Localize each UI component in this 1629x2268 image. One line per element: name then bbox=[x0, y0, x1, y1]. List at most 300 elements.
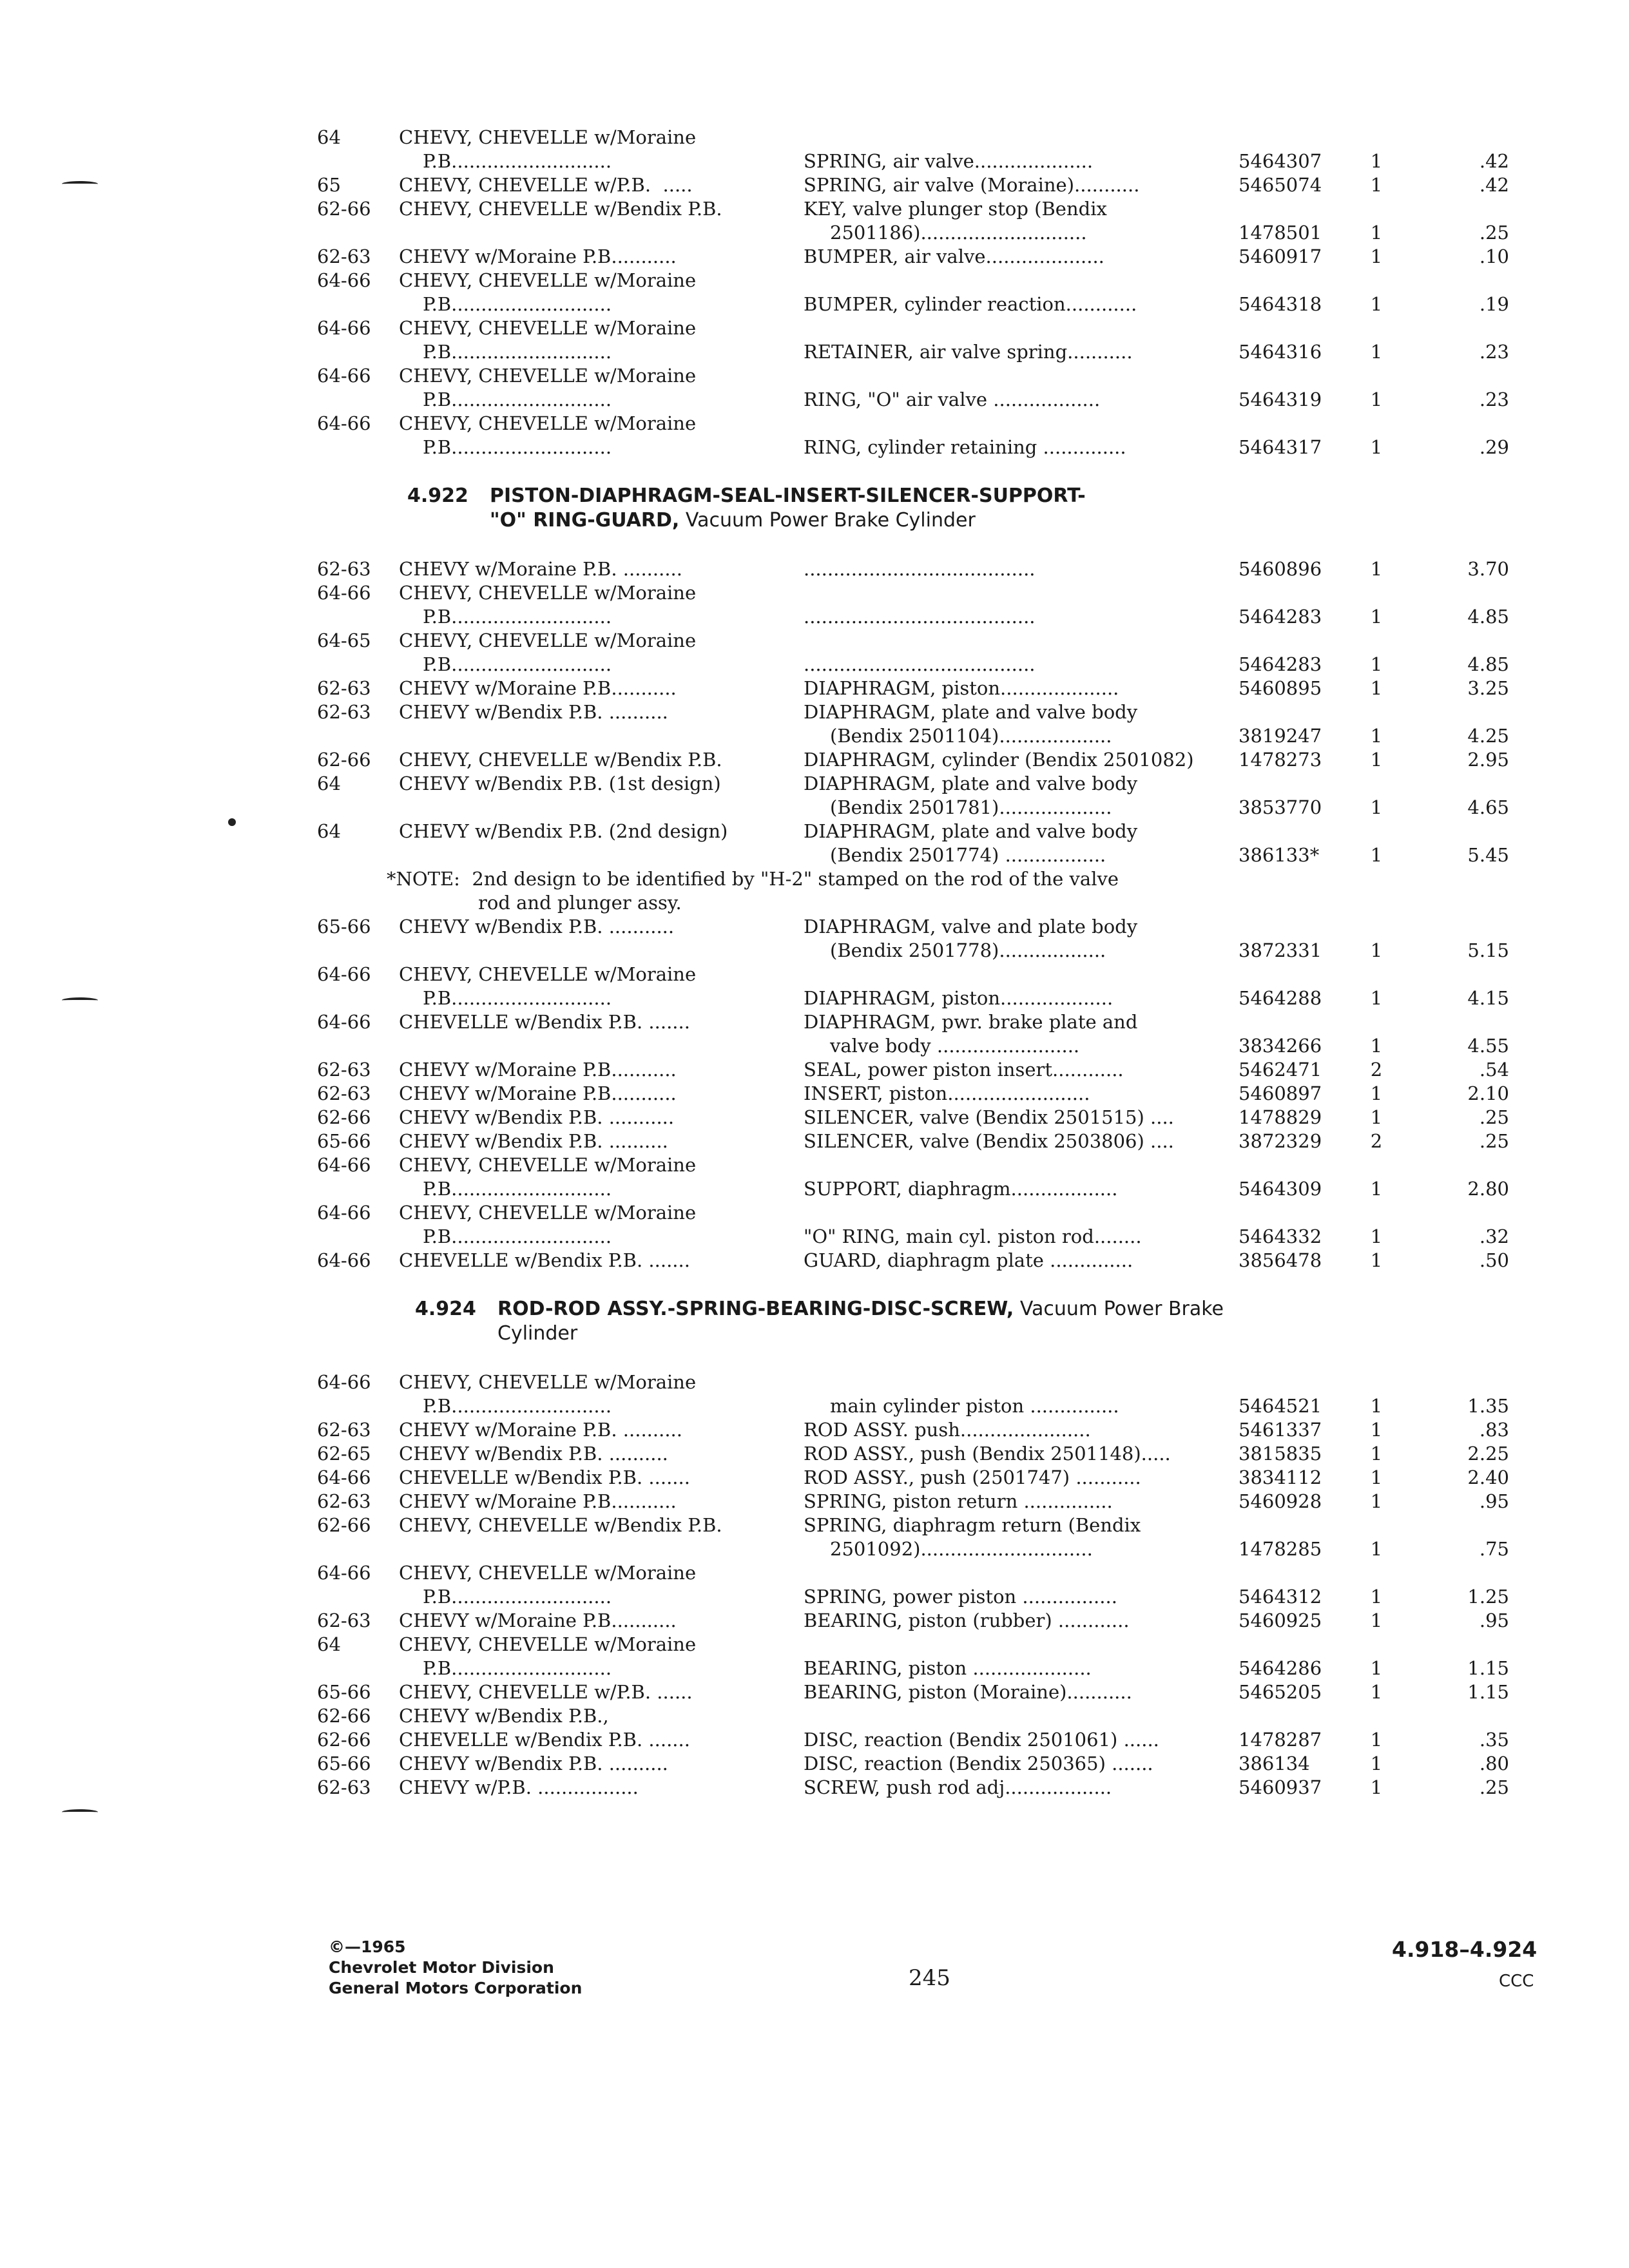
description-cell: KEY, valve plunger stop (Bendix bbox=[804, 198, 1107, 220]
section-number: 4.922 bbox=[407, 485, 468, 507]
table-row bbox=[317, 1633, 1548, 1657]
model-cell: CHEVY w/Bendix P.B. ........... bbox=[399, 916, 675, 937]
quantity-cell: 1 bbox=[1370, 677, 1383, 699]
table-row bbox=[317, 1680, 1548, 1704]
part-number-cell: 5461337 bbox=[1239, 1419, 1322, 1441]
quantity-cell: 1 bbox=[1370, 1776, 1383, 1798]
model-cell: CHEVY w/Moraine P.B........... bbox=[399, 1059, 677, 1081]
table-row bbox=[317, 677, 1548, 700]
model-cell: P.B........................... bbox=[423, 1586, 612, 1608]
model-cell: P.B........................... bbox=[423, 150, 612, 172]
model-cell: CHEVY w/Bendix P.B., bbox=[399, 1705, 609, 1727]
section-4-924-rows bbox=[317, 1370, 1548, 1800]
year-cell: 62-66 bbox=[317, 1514, 371, 1536]
table-row bbox=[317, 1177, 1548, 1201]
footer-publisher bbox=[329, 1937, 582, 1999]
table-row bbox=[317, 820, 1548, 843]
part-number-cell: 1478501 bbox=[1239, 222, 1322, 244]
year-cell: 64-66 bbox=[317, 1154, 371, 1176]
part-number-cell: 3815835 bbox=[1239, 1443, 1322, 1465]
year-cell: 64-66 bbox=[317, 1562, 371, 1584]
table-row bbox=[317, 197, 1548, 221]
quantity-cell: 1 bbox=[1370, 293, 1383, 315]
table-row bbox=[317, 1249, 1548, 1273]
quantity-cell: 1 bbox=[1370, 1419, 1383, 1441]
table-row bbox=[317, 1657, 1548, 1680]
margin-mark bbox=[62, 997, 98, 1003]
part-number-cell: 5462471 bbox=[1239, 1059, 1322, 1081]
price-cell: .23 bbox=[1479, 389, 1509, 410]
margin-mark bbox=[62, 1809, 98, 1815]
part-number-cell: 5460897 bbox=[1239, 1082, 1322, 1104]
model-cell: CHEVY, CHEVELLE w/Moraine bbox=[399, 963, 697, 985]
description-cell: ROD ASSY. push...................... bbox=[804, 1419, 1091, 1441]
description-cell: DIAPHRAGM, plate and valve body bbox=[804, 820, 1138, 842]
year-cell: 62-63 bbox=[317, 701, 371, 723]
part-number-cell: 5464288 bbox=[1239, 987, 1322, 1009]
table-row bbox=[317, 1609, 1548, 1633]
price-cell: .95 bbox=[1479, 1610, 1509, 1631]
model-cell: CHEVY, CHEVELLE w/Moraine bbox=[399, 317, 697, 339]
description-cell: "O" RING, main cyl. piston rod........ bbox=[804, 1225, 1142, 1247]
model-cell: CHEVY w/Moraine P.B........... bbox=[399, 1082, 677, 1104]
table-row bbox=[317, 1201, 1548, 1225]
part-number-cell: 5464312 bbox=[1239, 1586, 1322, 1608]
model-cell: CHEVY, CHEVELLE w/Bendix P.B. bbox=[399, 198, 722, 220]
quantity-cell: 1 bbox=[1370, 987, 1383, 1009]
description-cell: SPRING, piston return ............... bbox=[804, 1490, 1113, 1512]
part-number-cell: 3834266 bbox=[1239, 1035, 1322, 1057]
section-heading-4-922 bbox=[317, 484, 1548, 533]
price-cell: 3.25 bbox=[1467, 677, 1509, 699]
model-cell: P.B........................... bbox=[423, 606, 612, 628]
price-cell: .54 bbox=[1479, 1059, 1509, 1081]
table-row bbox=[317, 1058, 1548, 1082]
table-row bbox=[317, 605, 1548, 629]
description-cell: DIAPHRAGM, piston.................... bbox=[804, 677, 1119, 699]
year-cell: 62-63 bbox=[317, 1776, 371, 1798]
model-cell: CHEVY w/Bendix P.B. .......... bbox=[399, 701, 668, 723]
year-cell: 64-66 bbox=[317, 1011, 371, 1033]
year-cell: 64 bbox=[317, 820, 341, 842]
table-row bbox=[317, 1561, 1548, 1585]
section-heading-4-924 bbox=[317, 1297, 1548, 1346]
quantity-cell: 1 bbox=[1370, 1681, 1383, 1703]
price-cell: 4.15 bbox=[1467, 987, 1509, 1009]
table-row bbox=[317, 1776, 1548, 1800]
part-number-cell: 5464286 bbox=[1239, 1657, 1322, 1679]
section-4-918-continued bbox=[317, 126, 1548, 459]
table-row bbox=[317, 149, 1548, 173]
price-cell: .10 bbox=[1479, 245, 1509, 267]
year-cell: 64-66 bbox=[317, 1202, 371, 1224]
quantity-cell: 1 bbox=[1370, 1082, 1383, 1104]
price-cell: .32 bbox=[1479, 1225, 1509, 1247]
model-cell: CHEVY w/Bendix P.B. .......... bbox=[399, 1443, 668, 1465]
table-row bbox=[317, 1752, 1548, 1776]
section-number: 4.924 bbox=[415, 1298, 476, 1320]
quantity-cell: 1 bbox=[1370, 1225, 1383, 1247]
table-row bbox=[317, 915, 1548, 939]
price-cell: .25 bbox=[1479, 1106, 1509, 1128]
part-number-cell: 5460895 bbox=[1239, 677, 1322, 699]
quantity-cell: 1 bbox=[1370, 150, 1383, 172]
margin-mark bbox=[62, 181, 98, 187]
part-number-cell: 5464319 bbox=[1239, 389, 1322, 410]
year-cell: 64-66 bbox=[317, 582, 371, 604]
part-number-cell: 3872331 bbox=[1239, 939, 1322, 961]
part-number-cell: 5464283 bbox=[1239, 606, 1322, 628]
section-4-922-rows-continued bbox=[317, 915, 1548, 1273]
part-number-cell: 3872329 bbox=[1239, 1130, 1322, 1152]
description-cell: (Bendix 2501774) ................. bbox=[830, 844, 1106, 866]
price-cell: .23 bbox=[1479, 341, 1509, 363]
description-cell: BEARING, piston .................... bbox=[804, 1657, 1092, 1679]
table-row bbox=[317, 1466, 1548, 1490]
year-cell: 64-66 bbox=[317, 1249, 371, 1271]
model-cell: CHEVY, CHEVELLE w/Moraine bbox=[399, 412, 697, 434]
note-line-1: *NOTE: 2nd design to be identified by "H-2" stamped on the rod of the valve bbox=[387, 868, 1119, 890]
description-cell: RETAINER, air valve spring........... bbox=[804, 341, 1133, 363]
table-row bbox=[317, 1106, 1548, 1129]
model-cell: CHEVY, CHEVELLE w/Moraine bbox=[399, 1154, 697, 1176]
model-cell: P.B........................... bbox=[423, 987, 612, 1009]
quantity-cell: 1 bbox=[1370, 606, 1383, 628]
description-cell: SPRING, diaphragm return (Bendix bbox=[804, 1514, 1141, 1536]
part-number-cell: 1478273 bbox=[1239, 749, 1322, 771]
price-cell: .29 bbox=[1479, 436, 1509, 458]
table-row bbox=[317, 316, 1548, 340]
model-cell: CHEVY, CHEVELLE w/P.B. ..... bbox=[399, 174, 693, 196]
price-cell: .25 bbox=[1479, 1776, 1509, 1798]
price-cell: .75 bbox=[1479, 1538, 1509, 1560]
quantity-cell: 1 bbox=[1370, 1249, 1383, 1271]
section-title-bold: ROD-ROD ASSY.-SPRING-BEARING-DISC-SCREW, bbox=[497, 1298, 1014, 1320]
table-row bbox=[317, 1585, 1548, 1609]
year-cell: 64-66 bbox=[317, 317, 371, 339]
price-cell: .80 bbox=[1479, 1753, 1509, 1774]
description-cell: DIAPHRAGM, plate and valve body bbox=[804, 773, 1138, 794]
table-row bbox=[317, 436, 1548, 459]
quantity-cell: 1 bbox=[1370, 1753, 1383, 1774]
quantity-cell: 1 bbox=[1370, 844, 1383, 866]
table-row bbox=[317, 1129, 1548, 1153]
description-cell: GUARD, diaphragm plate .............. bbox=[804, 1249, 1133, 1271]
year-cell: 62-66 bbox=[317, 198, 371, 220]
description-cell: main cylinder piston ............... bbox=[830, 1395, 1119, 1417]
model-cell: CHEVY w/Moraine P.B. .......... bbox=[399, 1419, 682, 1441]
description-cell: (Bendix 2501104)................... bbox=[830, 725, 1112, 747]
part-number-cell: 5464316 bbox=[1239, 341, 1322, 363]
model-cell: CHEVY w/Moraine P.B........... bbox=[399, 245, 677, 267]
model-cell: P.B........................... bbox=[423, 293, 612, 315]
price-cell: 4.55 bbox=[1467, 1035, 1509, 1057]
price-cell: 2.95 bbox=[1467, 749, 1509, 771]
table-row bbox=[317, 1537, 1548, 1561]
quantity-cell: 2 bbox=[1370, 1059, 1383, 1081]
table-row bbox=[317, 963, 1548, 986]
model-cell: CHEVY w/Moraine P.B........... bbox=[399, 1490, 677, 1512]
model-cell: CHEVY w/P.B. ................. bbox=[399, 1776, 639, 1798]
quantity-cell: 1 bbox=[1370, 725, 1383, 747]
description-cell: SILENCER, valve (Bendix 2501515) .... bbox=[804, 1106, 1174, 1128]
year-cell: 64-66 bbox=[317, 963, 371, 985]
table-row bbox=[317, 700, 1548, 724]
description-cell: ROD ASSY., push (2501747) ........... bbox=[804, 1466, 1141, 1488]
part-number-cell: 5464318 bbox=[1239, 293, 1322, 315]
year-cell: 62-66 bbox=[317, 1705, 371, 1727]
table-row bbox=[317, 293, 1548, 316]
model-cell: CHEVY w/Moraine P.B........... bbox=[399, 1610, 677, 1631]
description-cell: SILENCER, valve (Bendix 2503806) .... bbox=[804, 1130, 1174, 1152]
part-number-cell: 5464309 bbox=[1239, 1178, 1322, 1200]
model-cell: CHEVY w/Bendix P.B. ........... bbox=[399, 1106, 675, 1128]
table-row bbox=[317, 412, 1548, 436]
model-cell: CHEVY, CHEVELLE w/Moraine bbox=[399, 269, 697, 291]
description-cell: DIAPHRAGM, valve and plate body bbox=[804, 916, 1138, 937]
description-cell: RING, cylinder retaining .............. bbox=[804, 436, 1126, 458]
price-cell: .50 bbox=[1479, 1249, 1509, 1271]
quantity-cell: 1 bbox=[1370, 1657, 1383, 1679]
price-cell: 2.40 bbox=[1467, 1466, 1509, 1488]
model-cell: CHEVY, CHEVELLE w/Moraine bbox=[399, 1202, 697, 1224]
table-row bbox=[317, 388, 1548, 412]
price-cell: .42 bbox=[1479, 150, 1509, 172]
year-cell: 62-63 bbox=[317, 1610, 371, 1631]
model-cell: CHEVY, CHEVELLE w/Moraine bbox=[399, 582, 697, 604]
table-row bbox=[317, 629, 1548, 653]
part-number-cell: 5460925 bbox=[1239, 1610, 1322, 1631]
year-cell: 62-63 bbox=[317, 1419, 371, 1441]
description-cell: SPRING, air valve.................... bbox=[804, 150, 1094, 172]
table-row bbox=[317, 772, 1548, 796]
part-number-cell: 386134 bbox=[1239, 1753, 1310, 1774]
model-cell: CHEVY w/Bendix P.B. .......... bbox=[399, 1753, 668, 1774]
quantity-cell: 1 bbox=[1370, 389, 1383, 410]
quantity-cell: 1 bbox=[1370, 341, 1383, 363]
model-cell: CHEVY w/Bendix P.B. (2nd design) bbox=[399, 820, 728, 842]
price-cell: 5.15 bbox=[1467, 939, 1509, 961]
price-cell: .35 bbox=[1479, 1729, 1509, 1751]
description-cell: (Bendix 2501781)................... bbox=[830, 796, 1112, 818]
part-number-cell: 5460917 bbox=[1239, 245, 1322, 267]
description-cell: SPRING, power piston ................ bbox=[804, 1586, 1117, 1608]
year-cell: 62-66 bbox=[317, 749, 371, 771]
year-cell: 62-65 bbox=[317, 1443, 371, 1465]
quantity-cell: 1 bbox=[1370, 174, 1383, 196]
model-cell: CHEVY, CHEVELLE w/Moraine bbox=[399, 126, 697, 148]
model-cell: CHEVY, CHEVELLE w/Moraine bbox=[399, 1633, 697, 1655]
table-row bbox=[317, 173, 1548, 197]
part-number-cell: 3819247 bbox=[1239, 725, 1322, 747]
table-row bbox=[317, 221, 1548, 245]
part-number-cell: 5460937 bbox=[1239, 1776, 1322, 1798]
year-cell: 65-66 bbox=[317, 916, 371, 937]
table-row bbox=[317, 986, 1548, 1010]
description-cell: SCREW, push rod adj.................. bbox=[804, 1776, 1112, 1798]
year-cell: 65-66 bbox=[317, 1681, 371, 1703]
quantity-cell: 1 bbox=[1370, 558, 1383, 580]
year-cell: 64-66 bbox=[317, 412, 371, 434]
part-number-cell: 5464317 bbox=[1239, 436, 1322, 458]
quantity-cell: 1 bbox=[1370, 1106, 1383, 1128]
table-row bbox=[317, 1704, 1548, 1728]
year-cell: 64-65 bbox=[317, 629, 371, 651]
description-cell: 2501092)............................. bbox=[830, 1538, 1093, 1560]
description-cell: DIAPHRAGM, plate and valve body bbox=[804, 701, 1138, 723]
table-row bbox=[317, 1514, 1548, 1537]
price-cell: 4.85 bbox=[1467, 653, 1509, 675]
description-cell: (Bendix 2501778).................. bbox=[830, 939, 1106, 961]
description-cell: DISC, reaction (Bendix 250365) ....... bbox=[804, 1753, 1153, 1774]
year-cell: 62-66 bbox=[317, 1106, 371, 1128]
corporation: General Motors Corporation bbox=[329, 1979, 583, 1997]
model-cell: CHEVELLE w/Bendix P.B. ....... bbox=[399, 1466, 690, 1488]
year-cell: 64-66 bbox=[317, 269, 371, 291]
parts-list bbox=[317, 126, 1548, 1800]
quantity-cell: 1 bbox=[1370, 1035, 1383, 1057]
description-cell: ....................................... bbox=[804, 606, 1036, 628]
copyright: ©—1965 bbox=[329, 1937, 406, 1956]
quantity-cell: 1 bbox=[1370, 1586, 1383, 1608]
part-number-cell: 5465074 bbox=[1239, 174, 1322, 196]
division: Chevrolet Motor Division bbox=[329, 1958, 554, 1977]
quantity-cell: 1 bbox=[1370, 1538, 1383, 1560]
price-cell: 4.65 bbox=[1467, 796, 1509, 818]
price-cell: 1.15 bbox=[1467, 1681, 1509, 1703]
price-cell: .42 bbox=[1479, 174, 1509, 196]
part-number-cell: 1478285 bbox=[1239, 1538, 1322, 1560]
description-cell: DIAPHRAGM, piston................... bbox=[804, 987, 1113, 1009]
quantity-cell: 1 bbox=[1370, 245, 1383, 267]
price-cell: 1.25 bbox=[1467, 1586, 1509, 1608]
catalog-code: CCC bbox=[1499, 1972, 1534, 1991]
quantity-cell: 1 bbox=[1370, 939, 1383, 961]
part-number-cell: 5465205 bbox=[1239, 1681, 1322, 1703]
price-cell: 2.80 bbox=[1467, 1178, 1509, 1200]
quantity-cell: 1 bbox=[1370, 1443, 1383, 1465]
year-cell: 64 bbox=[317, 1633, 341, 1655]
table-row bbox=[317, 557, 1548, 581]
table-row bbox=[317, 748, 1548, 772]
description-cell: INSERT, piston........................ bbox=[804, 1082, 1090, 1104]
table-row bbox=[317, 1418, 1548, 1442]
year-cell: 64-66 bbox=[317, 365, 371, 387]
part-number-cell: 5464307 bbox=[1239, 150, 1322, 172]
part-number-cell: 5464283 bbox=[1239, 653, 1322, 675]
table-row bbox=[317, 1082, 1548, 1106]
page-number: 245 bbox=[909, 1965, 950, 1991]
year-cell: 62-63 bbox=[317, 558, 371, 580]
table-row bbox=[317, 1034, 1548, 1058]
model-cell: P.B........................... bbox=[423, 1657, 612, 1679]
description-cell: BUMPER, air valve.................... bbox=[804, 245, 1104, 267]
table-row bbox=[317, 581, 1548, 605]
description-cell: BUMPER, cylinder reaction............ bbox=[804, 293, 1137, 315]
table-row bbox=[317, 1370, 1548, 1394]
price-cell: 3.70 bbox=[1467, 558, 1509, 580]
price-cell: 4.85 bbox=[1467, 606, 1509, 628]
description-cell: 2501186)............................ bbox=[830, 222, 1087, 244]
year-cell: 64 bbox=[317, 773, 341, 794]
part-number-cell: 386133* bbox=[1239, 844, 1320, 866]
section-title-bold: "O" RING-GUARD, bbox=[490, 509, 680, 532]
table-row bbox=[317, 1728, 1548, 1752]
year-cell: 65 bbox=[317, 174, 341, 196]
table-row bbox=[317, 269, 1548, 293]
quantity-cell: 1 bbox=[1370, 1610, 1383, 1631]
year-cell: 64-66 bbox=[317, 1371, 371, 1393]
note-line-2: rod and plunger assy. bbox=[478, 892, 682, 914]
description-cell: BEARING, piston (Moraine)........... bbox=[804, 1681, 1132, 1703]
quantity-cell: 1 bbox=[1370, 796, 1383, 818]
description-cell: SEAL, power piston insert............ bbox=[804, 1059, 1124, 1081]
year-cell: 64-66 bbox=[317, 1466, 371, 1488]
table-row bbox=[317, 1010, 1548, 1034]
part-number-cell: 3856478 bbox=[1239, 1249, 1322, 1271]
section-subtitle: Vacuum Power Brake bbox=[1014, 1298, 1224, 1320]
description-cell: BEARING, piston (rubber) ............ bbox=[804, 1610, 1130, 1631]
section-title-line2 bbox=[490, 508, 976, 533]
table-row bbox=[317, 843, 1548, 867]
price-cell: 1.15 bbox=[1467, 1657, 1509, 1679]
description-cell: RING, "O" air valve .................. bbox=[804, 389, 1101, 410]
description-cell: SUPPORT, diaphragm.................. bbox=[804, 1178, 1118, 1200]
description-cell: ....................................... bbox=[804, 558, 1036, 580]
model-cell: P.B........................... bbox=[423, 1395, 612, 1417]
part-number-cell: 1478287 bbox=[1239, 1729, 1322, 1751]
table-row bbox=[317, 1225, 1548, 1249]
model-cell: CHEVELLE w/Bendix P.B. ....... bbox=[399, 1249, 690, 1271]
year-cell: 62-63 bbox=[317, 1490, 371, 1512]
year-cell: 65-66 bbox=[317, 1130, 371, 1152]
price-cell: 1.35 bbox=[1467, 1395, 1509, 1417]
model-cell: CHEVY, CHEVELLE w/Moraine bbox=[399, 629, 697, 651]
year-cell: 62-63 bbox=[317, 1082, 371, 1104]
table-row bbox=[317, 245, 1548, 269]
quantity-cell: 1 bbox=[1370, 1178, 1383, 1200]
model-cell: CHEVY w/Moraine P.B........... bbox=[399, 677, 677, 699]
description-cell: DISC, reaction (Bendix 2501061) ...... bbox=[804, 1729, 1159, 1751]
model-cell: CHEVY, CHEVELLE w/Moraine bbox=[399, 1371, 697, 1393]
model-cell: CHEVY w/Bendix P.B. (1st design) bbox=[399, 773, 721, 794]
description-cell: ....................................... bbox=[804, 653, 1036, 675]
price-cell: .83 bbox=[1479, 1419, 1509, 1441]
table-row bbox=[317, 340, 1548, 364]
model-cell: P.B........................... bbox=[423, 1178, 612, 1200]
model-cell: P.B........................... bbox=[423, 389, 612, 410]
section-title-line1 bbox=[497, 1297, 1224, 1321]
description-cell: DIAPHRAGM, pwr. brake plate and bbox=[804, 1011, 1138, 1033]
table-row bbox=[317, 796, 1548, 820]
price-cell: 5.45 bbox=[1467, 844, 1509, 866]
description-cell: SPRING, air valve (Moraine)........... bbox=[804, 174, 1140, 196]
year-cell: 62-63 bbox=[317, 1059, 371, 1081]
table-row bbox=[317, 724, 1548, 748]
model-cell: CHEVY, CHEVELLE w/P.B. ...... bbox=[399, 1681, 693, 1703]
model-cell: CHEVY w/Bendix P.B. .......... bbox=[399, 1130, 668, 1152]
part-number-cell: 3853770 bbox=[1239, 796, 1322, 818]
table-row bbox=[317, 364, 1548, 388]
price-cell: 4.25 bbox=[1467, 725, 1509, 747]
description-cell: DIAPHRAGM, cylinder (Bendix 2501082) bbox=[804, 749, 1194, 771]
table-row bbox=[317, 939, 1548, 963]
model-cell: CHEVY, CHEVELLE w/Moraine bbox=[399, 1562, 697, 1584]
quantity-cell: 1 bbox=[1370, 1490, 1383, 1512]
model-cell: CHEVY, CHEVELLE w/Bendix P.B. bbox=[399, 749, 722, 771]
quantity-cell: 1 bbox=[1370, 222, 1383, 244]
section-title-line2: Cylinder bbox=[497, 1322, 578, 1345]
